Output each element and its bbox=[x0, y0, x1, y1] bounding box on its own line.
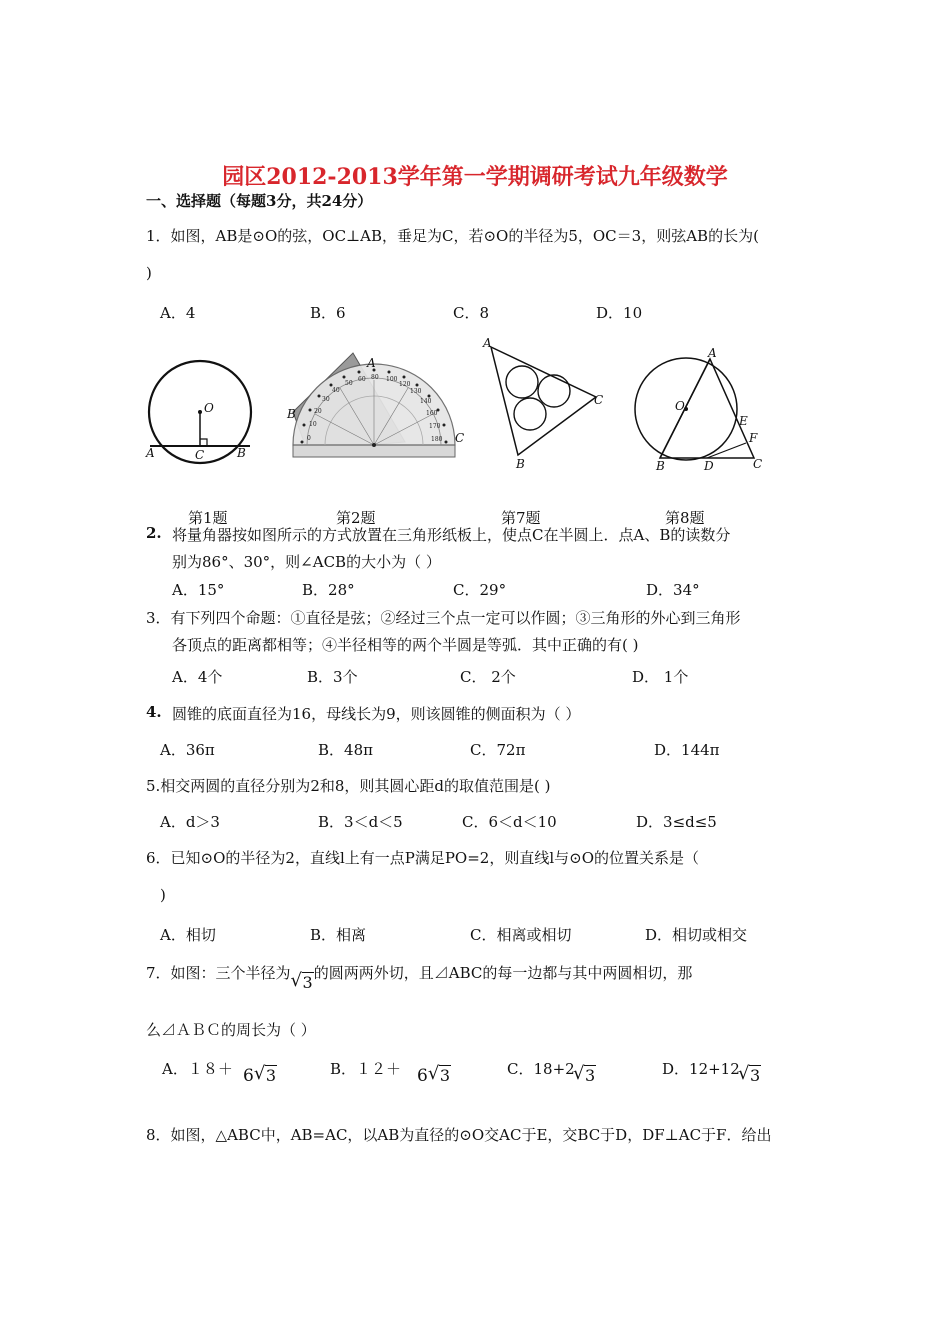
question-2-text: 将量角器按如图所示的方式放置在三角形纸板上，使点C在半圆上．点A、B的读数分 bbox=[172, 526, 731, 544]
svg-text:80: 80 bbox=[371, 374, 379, 381]
q5-option-a: A．d＞3 bbox=[160, 813, 220, 831]
svg-text:30: 30 bbox=[322, 396, 330, 403]
q2-option-c: C．29° bbox=[453, 581, 507, 599]
question-5-text: 5.相交两圆的直径分别为2和8，则其圆心距d的取值范围是( ) bbox=[146, 777, 551, 795]
sqrt-3-radical: √ 3 bbox=[290, 970, 313, 992]
fig1-label-c: C bbox=[195, 448, 205, 462]
question-3-text: 3．有下列四个命题：①直径是弦；②经过三个点一定可以作圆；③三角形的外心到三角形 bbox=[146, 609, 741, 627]
q2-option-b: B．28° bbox=[302, 581, 355, 599]
svg-text:10: 10 bbox=[309, 421, 317, 428]
caption-fig-1: 第1题 bbox=[188, 509, 228, 527]
caption-fig-2: 第2题 bbox=[336, 509, 376, 527]
fig1-label-o: O bbox=[204, 401, 214, 415]
question-4-text: 圆锥的底面直径为16，母线长为9，则该圆锥的侧面积为（ ） bbox=[172, 705, 581, 723]
fig8-label-d: D bbox=[704, 459, 714, 473]
q1-option-c: C．8 bbox=[453, 304, 490, 322]
q3-option-b: B．3个 bbox=[307, 668, 358, 686]
caption-fig-7: 第7题 bbox=[501, 509, 541, 527]
svg-text:160: 160 bbox=[426, 410, 438, 417]
fig8-label-a: A bbox=[708, 346, 717, 360]
question-2-number: 2. bbox=[146, 524, 162, 542]
question-7-text-cont: 么⊿ＡＢＣ的周长为（ ） bbox=[146, 1021, 316, 1039]
q1-option-d: D．10 bbox=[596, 304, 643, 322]
fig2-label-b: B bbox=[287, 407, 296, 421]
question-6-text: 6．已知⊙O的半径为2，直线l上有一点P满足PO=2，则直线l与⊙O的位置关系是（ bbox=[146, 849, 700, 867]
q1-option-a: A．4 bbox=[160, 304, 196, 322]
q6-option-a: A．相切 bbox=[160, 926, 216, 944]
svg-text:140: 140 bbox=[420, 398, 432, 405]
q7-text-part1: 7．如图：三个半径为 bbox=[146, 964, 291, 982]
fig7-label-b: B bbox=[516, 457, 525, 471]
q7-option-c: C．18+2 bbox=[507, 1060, 575, 1078]
q7-option-c-radical: √ 3 bbox=[573, 1063, 596, 1085]
figure-1-circle-chord bbox=[140, 355, 260, 470]
q2-option-d: D．34° bbox=[646, 581, 700, 599]
q5-option-b: B．3＜d＜5 bbox=[318, 813, 403, 831]
figure-7-three-circles bbox=[478, 335, 608, 475]
q6-option-b: B．相离 bbox=[310, 926, 367, 944]
page-title: 园区2012-2013学年第一学期调研考试九年级数学 bbox=[222, 164, 728, 190]
fig8-label-o: O bbox=[675, 399, 685, 413]
figure-8-isosceles-circle bbox=[630, 345, 780, 475]
fig1-label-a: A bbox=[146, 446, 155, 460]
question-6-text-cont: ) bbox=[160, 886, 166, 904]
q7-option-b: B．１２＋ bbox=[330, 1060, 402, 1078]
q4-option-d: D．144π bbox=[654, 741, 720, 759]
q3-option-a: A．4个 bbox=[172, 668, 223, 686]
svg-text:0: 0 bbox=[307, 435, 311, 442]
fig2-label-a: A bbox=[367, 356, 376, 370]
fig8-label-e: E bbox=[739, 414, 748, 428]
question-8-text: 8．如图，△ABC中，AB=AC，以AB为直径的⊙O交AC于E，交BC于D，DF⊥AC于F．给出 bbox=[146, 1126, 772, 1144]
fig1-label-b: B bbox=[237, 446, 246, 460]
q7-option-a-radical: 6 √ 3 bbox=[243, 1063, 277, 1086]
svg-text:60: 60 bbox=[358, 376, 366, 383]
question-3-text-cont: 各顶点的距离都相等；④半径相等的两个半圆是等弧．其中正确的有( ) bbox=[172, 636, 639, 654]
figure-2-protractor bbox=[285, 350, 465, 462]
q7-option-b-radical: 6 √ 3 bbox=[417, 1063, 451, 1086]
q7-option-a: A．１８＋ bbox=[162, 1060, 233, 1078]
q4-option-a: A．36π bbox=[160, 741, 215, 759]
q5-option-d: D．3≤d≤5 bbox=[636, 813, 717, 831]
q7-text-part2: 的圆两两外切，且⊿ABC的每一边都与其中两圆相切，那 bbox=[313, 964, 693, 982]
q3-option-d: D． 1个 bbox=[632, 668, 689, 686]
q1-option-b: B．6 bbox=[310, 304, 346, 322]
question-1-text-cont: ) bbox=[146, 264, 152, 282]
svg-text:40: 40 bbox=[332, 387, 340, 394]
q2-option-a: A．15° bbox=[172, 581, 225, 599]
question-2-text-cont: 别为86°、30°，则∠ACB的大小为（ ） bbox=[172, 553, 441, 571]
svg-text:50: 50 bbox=[345, 380, 353, 387]
fig8-label-c: C bbox=[753, 457, 763, 471]
fig7-label-c: C bbox=[594, 393, 604, 407]
fig2-label-c: C bbox=[455, 431, 465, 445]
q4-option-b: B．48π bbox=[318, 741, 373, 759]
svg-text:180: 180 bbox=[431, 436, 443, 443]
q6-option-d: D．相切或相交 bbox=[645, 926, 748, 944]
svg-text:20: 20 bbox=[314, 408, 322, 415]
q7-option-d-radical: √ 3 bbox=[738, 1063, 761, 1085]
svg-text:130: 130 bbox=[410, 388, 422, 395]
caption-fig-8: 第8题 bbox=[665, 509, 705, 527]
fig8-label-f: F bbox=[749, 431, 758, 445]
q5-option-c: C．6＜d＜10 bbox=[462, 813, 557, 831]
svg-text:120: 120 bbox=[399, 381, 411, 388]
q6-option-c: C．相离或相切 bbox=[470, 926, 572, 944]
svg-text:170: 170 bbox=[429, 423, 441, 430]
q3-option-c: C． 2个 bbox=[460, 668, 516, 686]
svg-text:100: 100 bbox=[386, 376, 398, 383]
fig8-label-b: B bbox=[656, 459, 665, 473]
question-1-text: 1．如图，AB是⊙O的弦，OC⊥AB，垂足为C，若⊙O的半径为5，OC＝3，则弦AB的长为( bbox=[146, 227, 759, 245]
question-7-text bbox=[146, 962, 693, 992]
q4-option-c: C．72π bbox=[470, 741, 526, 759]
q7-option-d: D．12+12 bbox=[662, 1060, 740, 1078]
fig7-label-a: A bbox=[483, 336, 492, 350]
question-4-number: 4. bbox=[146, 703, 162, 721]
section-heading: 一、选择题（每题3分，共24分） bbox=[146, 192, 373, 210]
